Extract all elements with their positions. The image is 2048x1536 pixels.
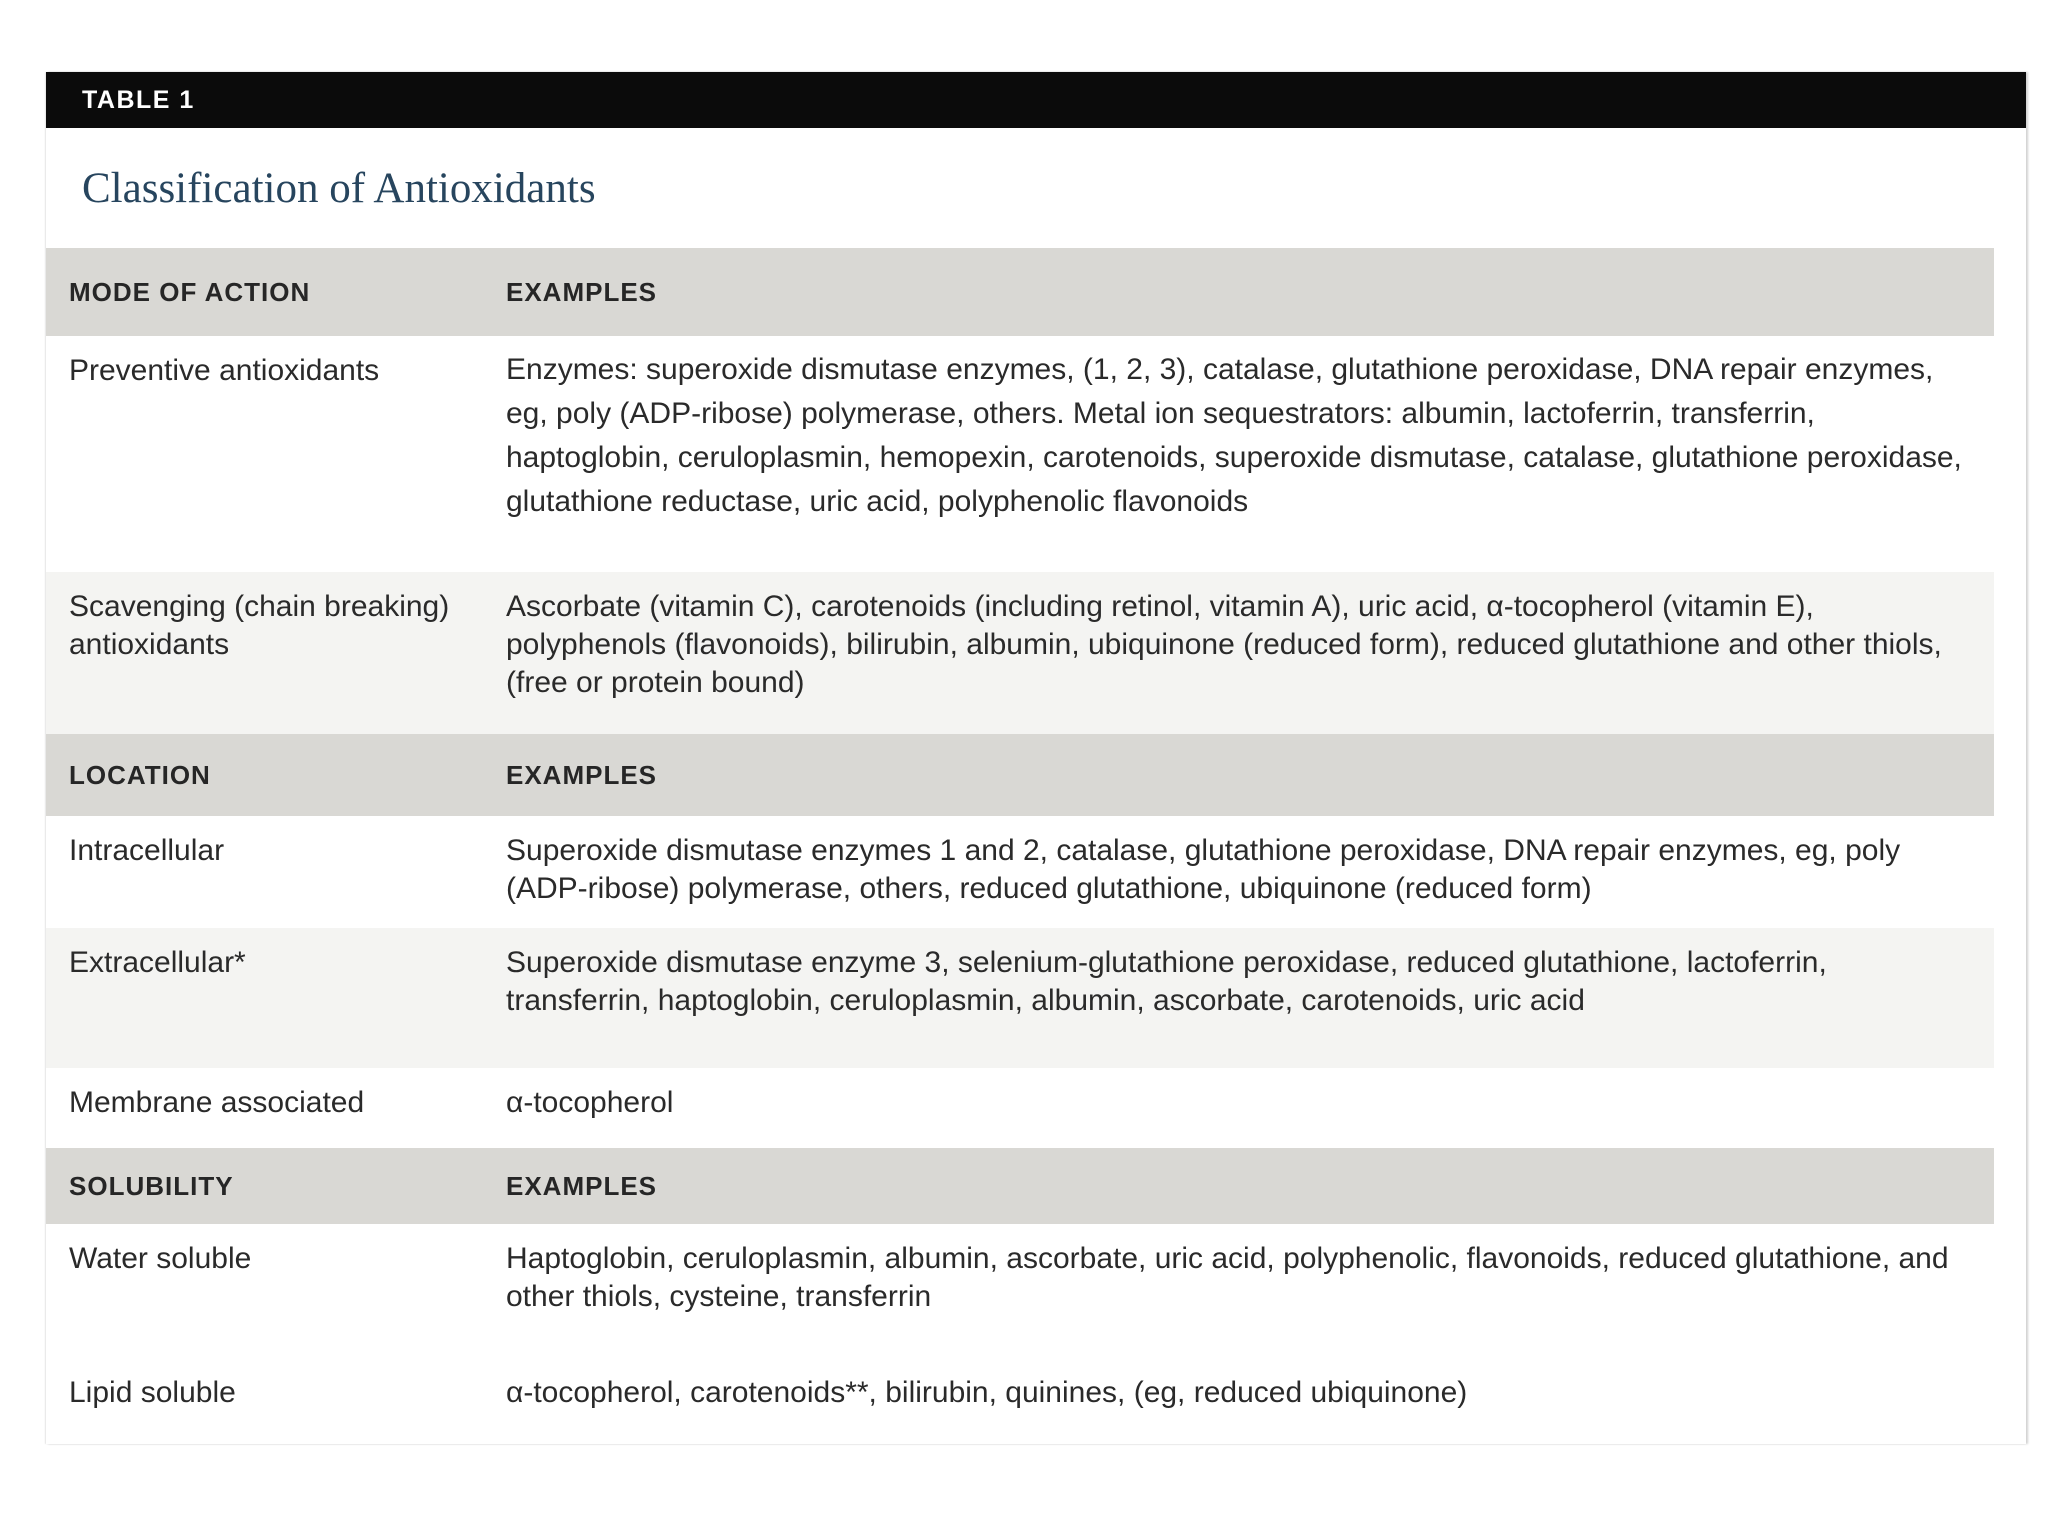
row-label: Preventive antioxidants <box>69 354 380 387</box>
table-grid <box>46 248 1994 1444</box>
table-row <box>46 1358 1994 1444</box>
header-cell: EXAMPLES <box>506 760 658 790</box>
row-label: Membrane associated <box>69 1086 365 1119</box>
row-examples: Haptoglobin, ceruloplasmin, albumin, ascorbate, uric acid, polyphenolic, flavonoids, reduced glutathione, and other thiols, cysteine, transferrin <box>506 1242 1949 1313</box>
row-label: Intracellular <box>69 834 225 867</box>
header-cell: EXAMPLES <box>506 277 658 307</box>
row-examples: Superoxide dismutase enzymes 1 and 2, catalase, glutathione peroxidase, DNA repair enzymes, eg, poly (ADP-ribose) polymerase, others, reduced glutathione, ubiquinone (reduced form) <box>506 834 1901 905</box>
row-examples: Superoxide dismutase enzyme 3, selenium-glutathione peroxidase, reduced glutathione, lactoferrin, transferrin, haptoglobin, ceruloplasmin, albumin, ascorbate, carotenoids, uric acid <box>506 946 1827 1017</box>
row-examples: Ascorbate (vitamin C), carotenoids (including retinol, vitamin A), uric acid, α-tocopherol (vitamin E), polyphenols (flavonoids), bilirubin, albumin, ubiquinone (reduced form), reduced glutathione and other thiols, (free or protein bound) <box>506 590 1942 699</box>
table-title: Classification of Antioxidants <box>82 164 596 212</box>
row-examples: Enzymes: superoxide dismutase enzymes, (1, 2, 3), catalase, glutathione peroxidase, DNA repair enzymes, eg, poly (ADP-ribose) polymerase, others. Metal ion sequestrators: albumin, lactoferrin, transferrin, haptoglobin, ceruloplasmin, hemopexin, carotenoids, superoxide dismutase, catalase, glutathione peroxidase, glutathione reductase, uric acid, polyphenolic flavonoids <box>506 353 1962 518</box>
section-header-solubility <box>46 1148 1994 1224</box>
header-cell: LOCATION <box>69 760 211 790</box>
table-row <box>46 336 1994 572</box>
table-row <box>46 1224 1994 1358</box>
header-cell: SOLUBILITY <box>69 1171 234 1201</box>
table-row <box>46 928 1994 1068</box>
row-label: Water soluble <box>69 1242 252 1275</box>
header-cell: EXAMPLES <box>506 1171 658 1201</box>
section-header-location <box>46 734 1994 816</box>
antioxidant-table <box>46 72 2026 1444</box>
row-label: Extracellular* <box>69 946 246 979</box>
row-label: Lipid soluble <box>69 1376 236 1409</box>
table-row <box>46 1068 1994 1148</box>
table-label: TABLE 1 <box>46 72 2026 128</box>
row-examples: α-tocopherol <box>506 1086 674 1119</box>
row-label: Scavenging (chain breaking) antioxidants <box>69 590 450 661</box>
table-row <box>46 572 1994 734</box>
section-header-mode-of-action <box>46 248 1994 336</box>
table-row <box>46 816 1994 928</box>
row-examples: α-tocopherol, carotenoids**, bilirubin, quinines, (eg, reduced ubiquinone) <box>506 1376 1468 1409</box>
header-cell: MODE OF ACTION <box>69 277 311 307</box>
